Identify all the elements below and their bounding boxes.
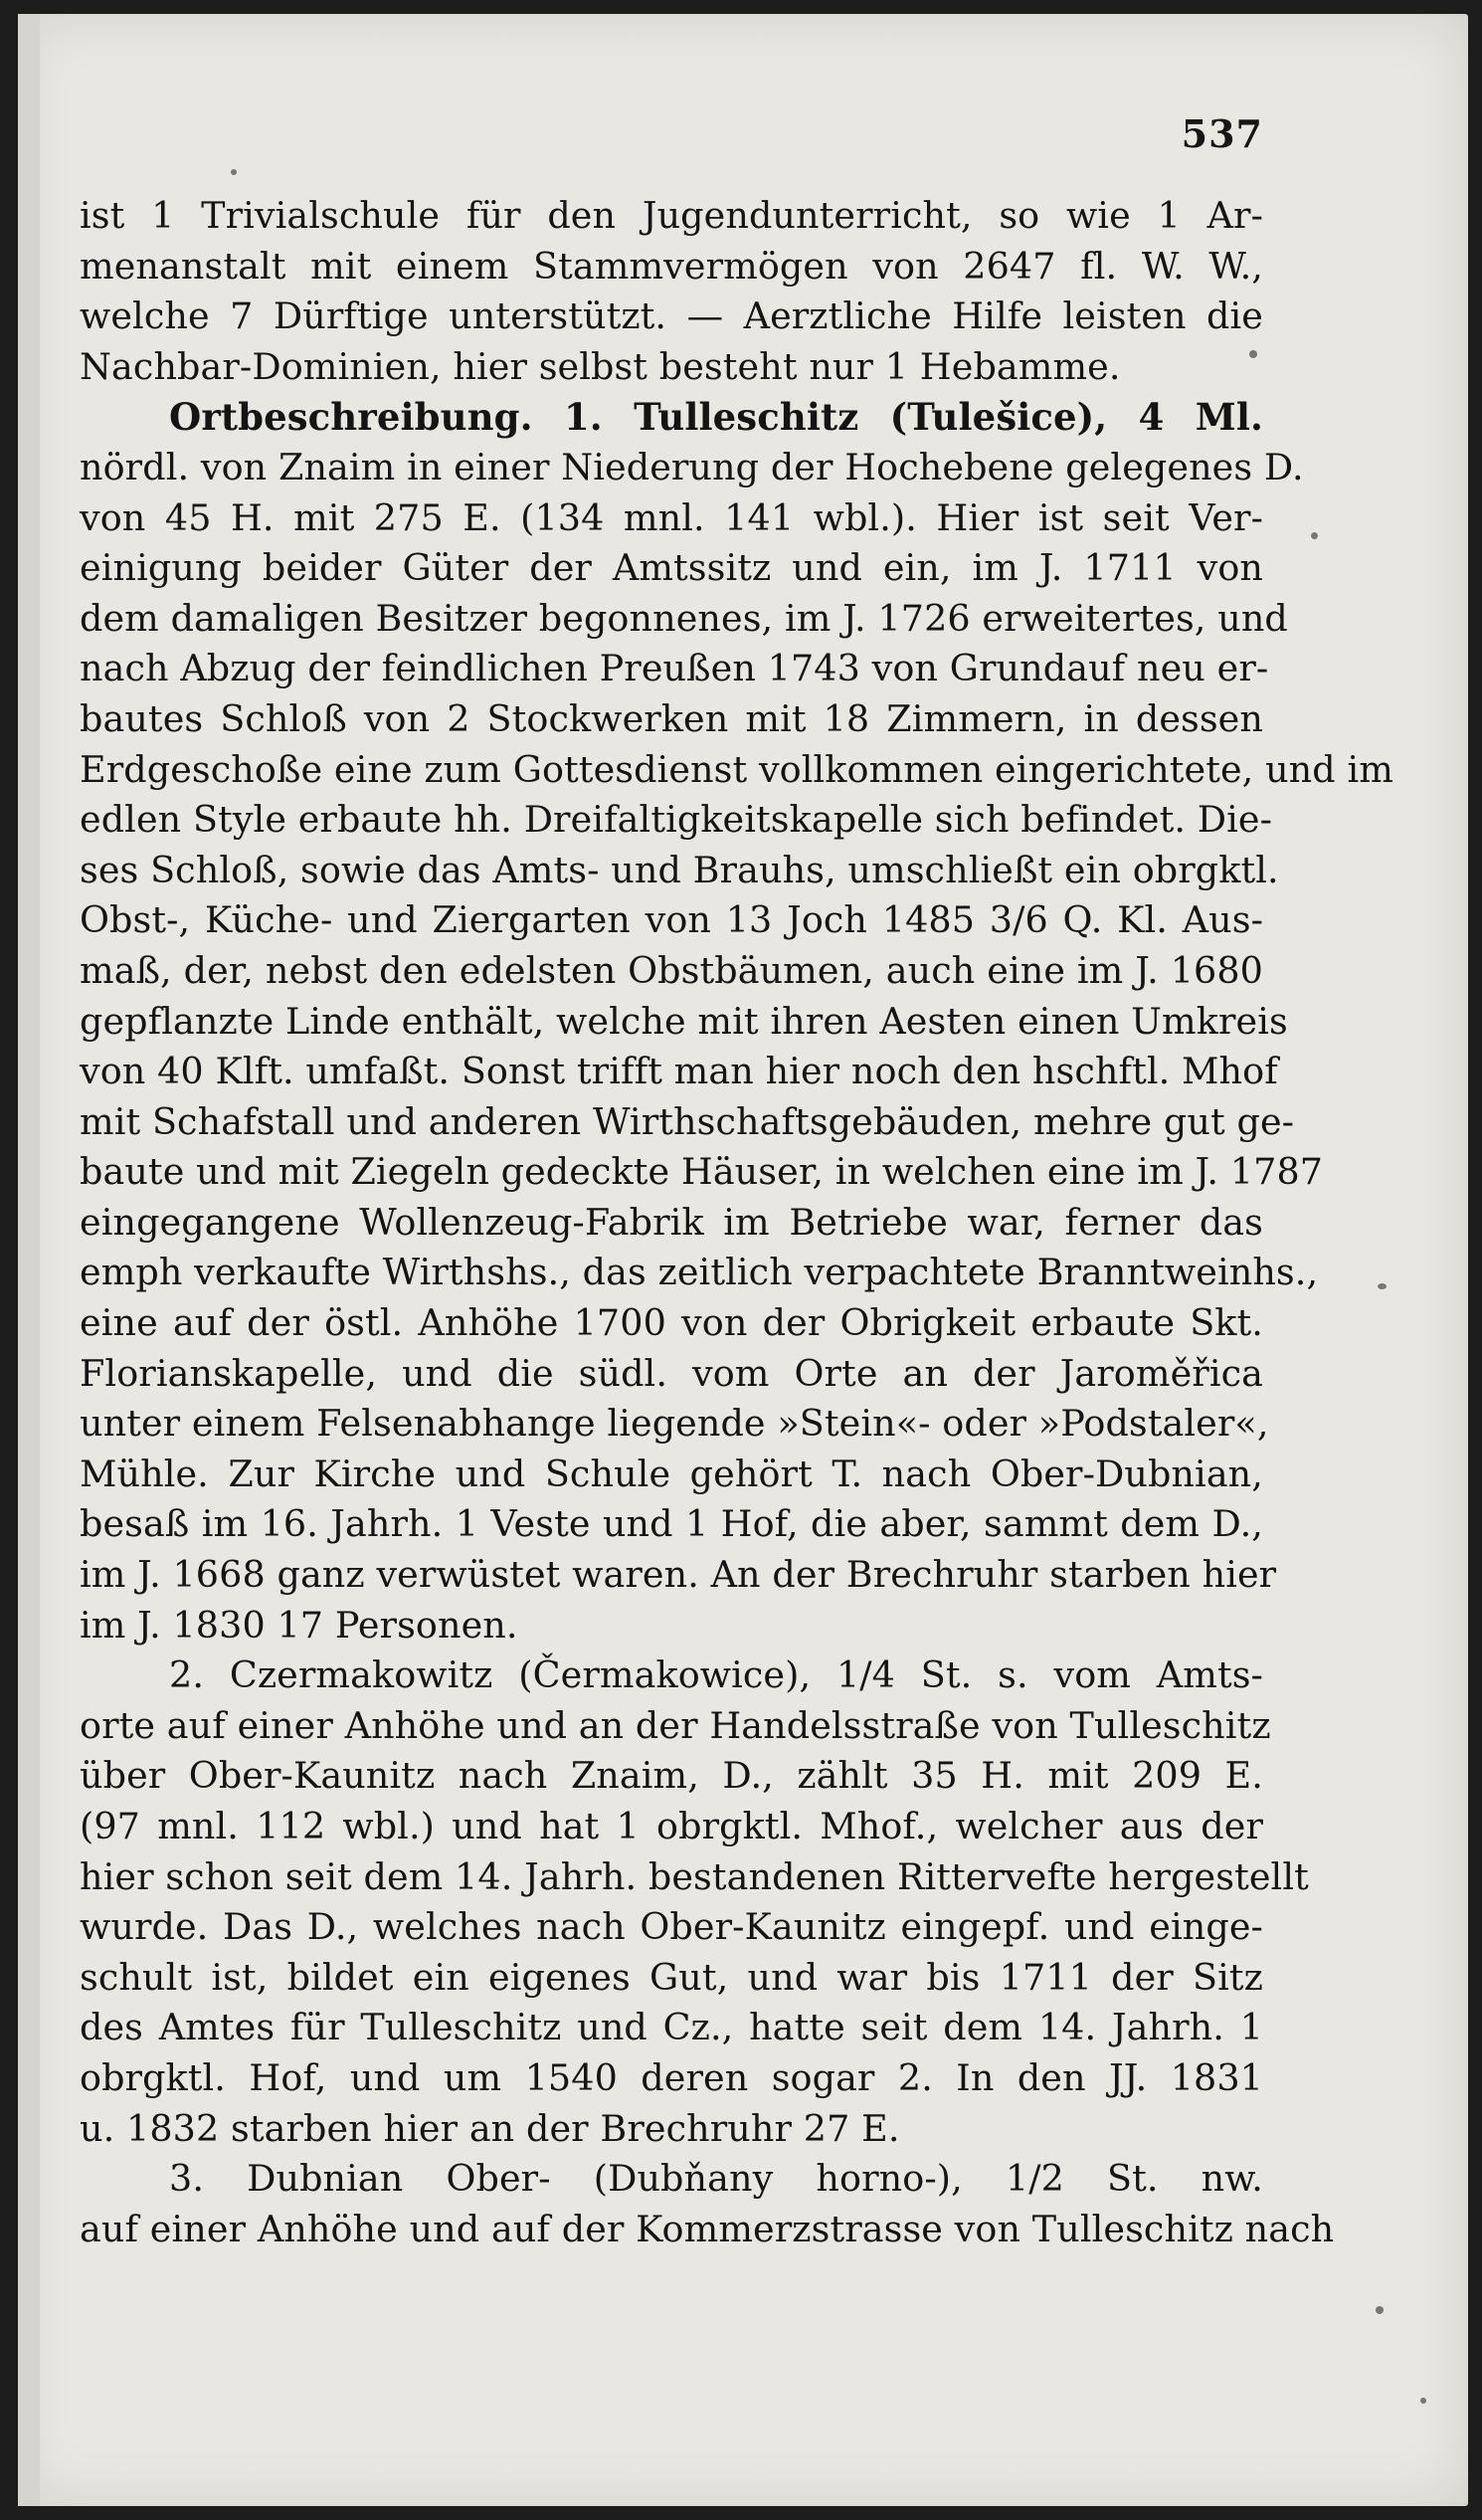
paper-speck [1376, 2306, 1384, 2314]
paper-speck [231, 169, 237, 175]
text-line: über Ober-Kaunitz nach Znaim, D., zählt 35 H. mit 209 E. [80, 1754, 1263, 1798]
text-line: unter einem Felsenabhange liegende »Stein«- oder »Podstaler«, [80, 1402, 1269, 1446]
text-line: des Amtes für Tulleschitz und Cz., hatte seit dem 14. Jahrh. 1 [80, 2006, 1263, 2049]
text-line: gepflanzte Linde enthält, welche mit ihren Aesten einen Umkreis [80, 999, 1288, 1043]
text-line: nördl. von Znaim in einer Niederung der Hochebene gelegenes D. [80, 445, 1304, 488]
text-line: u. 1832 starben hier an der Brechruhr 27 E. [80, 2106, 900, 2150]
text-line: welche 7 Dürftige unterstützt. — Aerztliche Hilfe leisten die [80, 294, 1263, 338]
paper-speck [1311, 532, 1318, 539]
text-line: 2. Czermakowitz (Čermakowice), 1/4 St. s. vom Amts- [169, 1653, 1263, 1697]
text-line: maß, der, nebst den edelsten Obstbäumen, auch eine im J. 1680 [80, 948, 1263, 992]
text-line: schult ist, bildet ein eigenes Gut, und war bis 1711 der Sitz [80, 1955, 1263, 1999]
text-line: Erdgeschoße eine zum Gottesdienst vollkommen eingerichtete, und im [80, 747, 1393, 791]
text-line: von 45 H. mit 275 E. (134 mnl. 141 wbl.). Hier ist seit Ver- [80, 495, 1263, 539]
text-line: eine auf der östl. Anhöhe 1700 von der Obrigkeit erbaute Skt. [80, 1301, 1263, 1345]
body-text [80, 191, 1393, 2254]
text-line: mit Schafstall und anderen Wirthschaftsgebäuden, mehre gut ge- [80, 1099, 1295, 1143]
text-line: baute und mit Ziegeln gedeckte Häuser, in welchen eine im J. 1787 [80, 1150, 1324, 1194]
text-line: bautes Schloß von 2 Stockwerken mit 18 Zimmern, in dessen [80, 696, 1263, 740]
text-line: Florianskapelle, und die südl. vom Orte an der Jaroměřica [80, 1351, 1263, 1395]
text-line: eingegangene Wollenzeug-Fabrik im Betriebe war, ferner das [80, 1200, 1263, 1244]
text-line: obrgktl. Hof, und um 1540 deren sogar 2. In den JJ. 1831 [80, 2055, 1263, 2099]
text-line: edlen Style erbaute hh. Dreifaltigkeitskapelle sich befindet. Die- [80, 798, 1273, 842]
paper-speck [1378, 1283, 1387, 1289]
text-line: einigung beider Güter der Amtssitz und ein, im J. 1711 von [80, 546, 1263, 590]
paper-speck [1420, 2398, 1426, 2404]
text-line: Obst-, Küche- und Ziergarten von 13 Joch 1485 3/6 Q. Kl. Aus- [80, 898, 1263, 942]
page-number: 537 [1181, 111, 1263, 156]
text-line: dem damaligen Besitzer begonnenes, im J. 1726 erweitertes, und [80, 596, 1288, 640]
text-line: ses Schloß, sowie das Amts- und Brauhs, umschließt ein obrgktl. [80, 848, 1279, 891]
text-line: menanstalt mit einem Stammvermögen von 2647 fl. W. W., [80, 244, 1263, 288]
text-line: besaß im 16. Jahrh. 1 Veste und 1 Hof, die aber, sammt dem D., [80, 1502, 1263, 1546]
text-line: im J. 1668 ganz verwüstet waren. An der Brechruhr starben hier [80, 1553, 1277, 1597]
text-line: im J. 1830 17 Personen. [80, 1603, 518, 1647]
text-line: 3. Dubnian Ober- (Dubňany horno-), 1/2 St. nw. [169, 2157, 1263, 2201]
text-line: (97 mnl. 112 wbl.) und hat 1 obrgktl. Mhof., welcher aus der [80, 1805, 1263, 1847]
text-line: orte auf einer Anhöhe und an der Handelsstraße von Tulleschitz [80, 1703, 1271, 1747]
section-heading-line: Ortbeschreibung. 1. Tulleschitz (Tulešice), 4 Ml. [169, 395, 1263, 440]
text-line: nach Abzug der feindlichen Preußen 1743 von Grundauf neu er- [80, 647, 1269, 690]
paper-speck [1249, 350, 1257, 358]
text-line: wurde. Das D., welches nach Ober-Kaunitz eingepf. und einge- [80, 1905, 1263, 1949]
text-line: von 40 Klft. umfaßt. Sonst trifft man hier noch den hschftl. Mhof [80, 1050, 1278, 1093]
text-line: Nachbar-Dominien, hier selbst besteht nur 1 Hebamme. [80, 344, 1121, 388]
page-edge [18, 14, 40, 2506]
text-line: hier schon seit dem 14. Jahrh. bestandenen Rittervefte hergestellt [80, 1854, 1309, 1898]
text-line: auf einer Anhöhe und auf der Kommerzstrasse von Tulleschitz nach [80, 2207, 1335, 2250]
text-line: ist 1 Trivialschule für den Jugendunterricht, so wie 1 Ar- [80, 194, 1263, 237]
text-line: emph verkaufte Wirthshs., das zeitlich verpachtete Branntweinhs., [80, 1251, 1319, 1294]
text-line: Mühle. Zur Kirche und Schule gehört T. nach Ober-Dubnian, [80, 1452, 1263, 1495]
